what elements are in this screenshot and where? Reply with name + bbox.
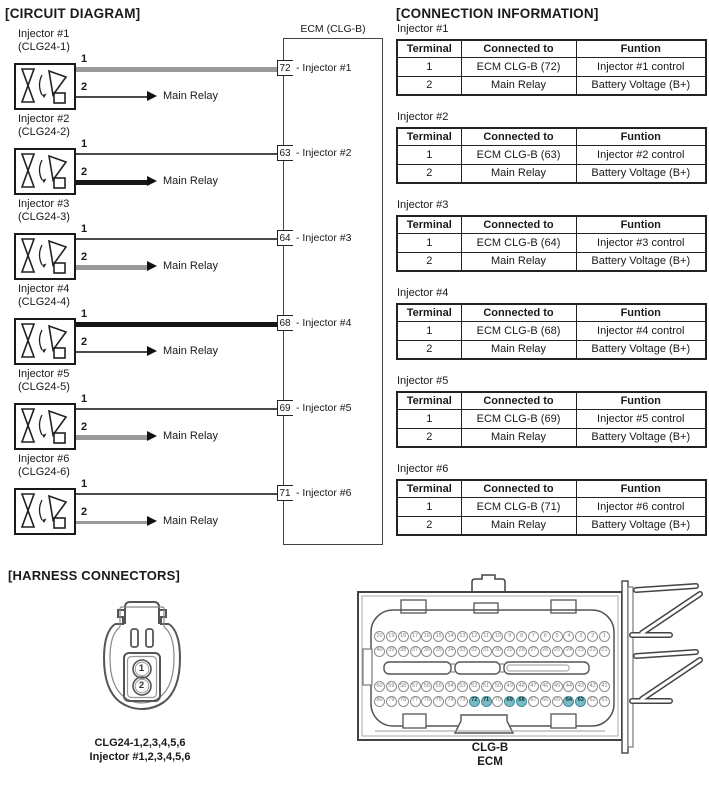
table-cell: 1 [397,409,461,428]
terminal-1-label: 1 [81,393,88,405]
ecm-pin: 36 [421,646,432,657]
wire-terminal-2 [76,180,148,185]
harness-connector-code: CLG24-1,2,3,4,5,6 [94,737,186,749]
connection-table [396,215,707,272]
ecm-pin: 8 [516,631,527,642]
wire-terminal-1 [76,153,278,155]
main-relay-arrow-icon [147,176,157,186]
ecm-pin: 23 [575,646,586,657]
column-header: Terminal [397,304,461,321]
connection-group-title: Injector #4 [397,287,449,299]
harness-connector-name: Injector #1,2,3,4,5,6 [89,751,191,763]
wire-terminal-2 [76,521,148,524]
injector-connector-label: (CLG24-2) [18,126,70,138]
terminal-1-label: 1 [81,308,88,320]
table-cell: ECM CLG-B (68) [461,321,576,340]
ecm-pin-label: - Injector #2 [296,147,352,159]
ecm-pin-entry [277,230,351,246]
ecm-pin-entry [277,485,351,501]
wire-terminal-1 [76,322,278,327]
ecm-pin-number: 68 [279,317,291,329]
ecm-pin: 75 [433,696,444,707]
connection-group [396,463,708,536]
ecm-pin-label: - Injector #5 [296,402,352,414]
wire-terminal-2 [76,351,148,353]
ecm-pin: 15 [433,631,444,642]
column-header: Connected to [461,392,576,409]
column-header: Connected to [461,40,576,57]
ecm-pin: 12 [469,631,480,642]
ecm-pin: 78 [398,696,409,707]
injector-connector-label: (CLG24-4) [18,296,70,308]
table-cell: Battery Voltage (B+) [576,516,706,535]
table-cell: ECM CLG-B (72) [461,57,576,76]
ecm-pin: 49 [504,681,515,692]
injector-symbol-icon [16,405,73,447]
connection-group-title: Injector #6 [397,463,449,475]
column-header: Terminal [397,480,461,497]
ecm-pin-entry [277,315,351,331]
wire-terminal-1 [76,493,278,495]
ecm-pin: 40 [374,646,385,657]
column-header: Funtion [576,216,706,233]
terminal-1-label: 1 [81,53,88,65]
table-cell: Main Relay [461,164,576,183]
ecm-pin: 10 [492,631,503,642]
wire-terminal-2 [76,435,148,440]
table-cell: 2 [397,340,461,359]
table-cell: 2 [397,252,461,271]
terminal-2-label: 2 [81,166,88,178]
ecm-pin: 47 [528,681,539,692]
main-relay-arrow-icon [147,91,157,101]
ecm-pin: 21 [599,646,610,657]
ecm-pin: 3 [575,631,586,642]
column-header: Terminal [397,216,461,233]
ecm-pin: 55 [433,681,444,692]
column-header: Connected to [461,480,576,497]
ecm-pin: 48 [516,681,527,692]
table-cell: Main Relay [461,516,576,535]
ecm-pin: 46 [540,681,551,692]
connection-group [396,23,708,96]
main-relay-arrow-icon [147,261,157,271]
ecm-pin: 56 [421,681,432,692]
injector-symbol-icon [16,65,73,107]
ecm-pin: 80 [374,696,385,707]
injector-symbol-box [14,233,76,280]
injector-block [0,453,282,538]
ecm-pin: 69 [504,696,515,707]
injector-symbol-box [14,148,76,195]
ecm-pin: 64 [563,696,574,707]
injector-block [0,113,282,198]
ecm-pin: 74 [445,696,456,707]
harness-pin-2: 2 [138,680,145,691]
column-header: Funtion [576,128,706,145]
ecm-pin: 29 [504,646,515,657]
ecm-pin-number: 63 [279,147,291,159]
ecm-pin: 73 [457,696,468,707]
table-cell: ECM CLG-B (69) [461,409,576,428]
ecm-connector-code: CLG-B [471,742,509,754]
table-cell: Main Relay [461,76,576,95]
ecm-pin: 71 [481,696,492,707]
ecm-pin: 37 [410,646,421,657]
table-cell: Injector #5 control [576,409,706,428]
ecm-pin: 24 [563,646,574,657]
column-header: Terminal [397,40,461,57]
ecm-pin: 60 [374,681,385,692]
ecm-pin: 54 [445,681,456,692]
ecm-pin-number: 72 [279,62,291,74]
ecm-pin: 77 [410,696,421,707]
ecm-pin-label: - Injector #6 [296,487,352,499]
ecm-pin: 30 [492,646,503,657]
table-cell: Battery Voltage (B+) [576,76,706,95]
terminal-2-label: 2 [81,336,88,348]
ecm-pin: 26 [540,646,551,657]
wire-terminal-2 [76,265,148,270]
table-cell: Injector #1 control [576,57,706,76]
injector-block [0,368,282,453]
ecm-box-label: ECM (CLG-B) [300,23,366,35]
injector-name: Injector #4 [18,283,70,295]
injector-connector-label: (CLG24-1) [18,41,70,53]
ecm-pin-bracket [277,60,293,76]
ecm-connector-name: ECM [477,756,503,768]
ecm-pin-label: - Injector #4 [296,317,352,329]
ecm-pin-number: 64 [279,232,291,244]
table-cell: ECM CLG-B (64) [461,233,576,252]
circuit-diagram [0,0,395,560]
ecm-pin: 32 [469,646,480,657]
main-relay-label: Main Relay [163,260,219,272]
ecm-pin: 16 [421,631,432,642]
column-header: Funtion [576,480,706,497]
connection-group [396,375,708,448]
connection-group-title: Injector #5 [397,375,449,387]
injector-symbol-icon [16,320,73,362]
ecm-pin: 61 [599,696,610,707]
table-cell: 2 [397,164,461,183]
injector-block [0,198,282,283]
injector-symbol-icon [16,150,73,192]
table-cell: Main Relay [461,252,576,271]
table-cell: 1 [397,145,461,164]
injector-name: Injector #3 [18,198,70,210]
table-cell: 1 [397,321,461,340]
ecm-pin: 66 [540,696,551,707]
connection-group [396,111,708,184]
ecm-pin-number: 69 [279,402,291,414]
table-cell: 1 [397,497,461,516]
main-relay-arrow-icon [147,346,157,356]
ecm-pin: 28 [516,646,527,657]
connection-group-title: Injector #1 [397,23,449,35]
ecm-pin: 1 [599,631,610,642]
ecm-pin: 17 [410,631,421,642]
ecm-pin: 72 [469,696,480,707]
terminal-2-label: 2 [81,506,88,518]
ecm-pin: 22 [587,646,598,657]
injector-symbol-icon [16,235,73,277]
ecm-pin: 27 [528,646,539,657]
ecm-pin: 57 [410,681,421,692]
wire-terminal-1 [76,67,278,72]
injector-name: Injector #2 [18,113,70,125]
ecm-pin: 39 [386,646,397,657]
connection-table [396,39,707,96]
table-cell: 1 [397,233,461,252]
terminal-1-label: 1 [81,478,88,490]
injector-symbol-icon [16,490,73,532]
ecm-pin: 44 [563,681,574,692]
injector-connector-label: (CLG24-3) [18,211,70,223]
ecm-pin-entry [277,60,351,76]
ecm-pin: 53 [457,681,468,692]
circuit-diagram-title: [CIRCUIT DIAGRAM] [5,6,141,21]
ecm-pin: 35 [433,646,444,657]
main-relay-label: Main Relay [163,430,219,442]
connection-group-title: Injector #3 [397,199,449,211]
main-relay-label: Main Relay [163,175,219,187]
injector-name: Injector #5 [18,368,70,380]
ecm-pin-bracket [277,485,293,501]
column-header: Terminal [397,128,461,145]
table-cell: Main Relay [461,340,576,359]
table-cell: Injector #3 control [576,233,706,252]
terminal-2-label: 2 [81,251,88,263]
terminal-2-label: 2 [81,81,88,93]
harness-connector-drawing [96,596,188,718]
terminal-2-label: 2 [81,421,88,433]
main-relay-arrow-icon [147,431,157,441]
ecm-pin: 2 [587,631,598,642]
main-relay-arrow-icon [147,516,157,526]
ecm-pin-bracket [277,145,293,161]
connection-table [396,303,707,360]
ecm-pin: 68 [516,696,527,707]
ecm-pin-label: - Injector #3 [296,232,352,244]
ecm-pin: 62 [587,696,598,707]
connection-information-title: [CONNECTION INFORMATION] [396,6,599,21]
ecm-pin-bracket [277,230,293,246]
ecm-pin-entry [277,145,351,161]
ecm-pin: 50 [492,681,503,692]
table-cell: ECM CLG-B (71) [461,497,576,516]
ecm-pin: 34 [445,646,456,657]
ecm-pin: 7 [528,631,539,642]
table-cell: Battery Voltage (B+) [576,340,706,359]
injector-block [0,283,282,368]
ecm-pin: 41 [599,681,610,692]
ecm-pin: 51 [481,681,492,692]
connection-info-groups [396,23,708,551]
wire-terminal-2 [76,96,148,98]
ecm-pin: 43 [575,681,586,692]
injector-symbol-box [14,488,76,535]
terminal-1-label: 1 [81,223,88,235]
table-cell: 1 [397,57,461,76]
ecm-pin: 6 [540,631,551,642]
column-header: Funtion [576,40,706,57]
table-cell: Battery Voltage (B+) [576,252,706,271]
ecm-pin: 45 [552,681,563,692]
ecm-pin-bracket [277,315,293,331]
connection-group-title: Injector #2 [397,111,449,123]
ecm-pin: 58 [398,681,409,692]
ecm-pin: 18 [398,631,409,642]
injector-name: Injector #6 [18,453,70,465]
ecm-pin: 14 [445,631,456,642]
injector-symbol-box [14,63,76,110]
connection-table [396,127,707,184]
table-cell: Injector #6 control [576,497,706,516]
table-cell: 2 [397,428,461,447]
connection-group [396,199,708,272]
ecm-pin: 5 [552,631,563,642]
column-header: Connected to [461,304,576,321]
ecm-pin: 4 [563,631,574,642]
column-header: Funtion [576,392,706,409]
ecm-pin-number: 71 [279,487,291,499]
table-cell: ECM CLG-B (63) [461,145,576,164]
injector-symbol-box [14,403,76,450]
main-relay-label: Main Relay [163,90,219,102]
table-cell: Injector #4 control [576,321,706,340]
table-cell: Injector #2 control [576,145,706,164]
ecm-pin-bracket [277,400,293,416]
wire-terminal-1 [76,408,278,410]
connection-table [396,391,707,448]
column-header: Terminal [397,392,461,409]
ecm-box [283,38,383,545]
harness-connectors-title: [HARNESS CONNECTORS] [8,568,181,583]
ecm-pin: 42 [587,681,598,692]
ecm-pin: 38 [398,646,409,657]
injector-connector-label: (CLG24-6) [18,466,70,478]
table-cell: 2 [397,76,461,95]
ecm-pin-entry [277,400,351,416]
ecm-pin-label: - Injector #1 [296,62,352,74]
ecm-pin: 31 [481,646,492,657]
ecm-pin: 63 [575,696,586,707]
ecm-pin: 59 [386,681,397,692]
ecm-pin: 76 [421,696,432,707]
ecm-pin: 9 [504,631,515,642]
terminal-1-label: 1 [81,138,88,150]
harness-pin-1: 1 [138,663,145,674]
ecm-pin: 20 [374,631,385,642]
column-header: Connected to [461,128,576,145]
ecm-pin: 25 [552,646,563,657]
ecm-pin: 67 [528,696,539,707]
wire-terminal-1 [76,238,278,240]
table-cell: Battery Voltage (B+) [576,428,706,447]
column-header: Funtion [576,304,706,321]
injector-connector-label: (CLG24-5) [18,381,70,393]
main-relay-label: Main Relay [163,515,219,527]
table-cell: 2 [397,516,461,535]
table-cell: Main Relay [461,428,576,447]
main-relay-label: Main Relay [163,345,219,357]
ecm-pin: 13 [457,631,468,642]
column-header: Connected to [461,216,576,233]
ecm-pin: 70 [492,696,503,707]
ecm-pin: 11 [481,631,492,642]
injector-block [0,28,282,113]
ecm-pin: 79 [386,696,397,707]
ecm-pin: 19 [386,631,397,642]
table-cell: Battery Voltage (B+) [576,164,706,183]
injector-name: Injector #1 [18,28,70,40]
ecm-pin: 65 [552,696,563,707]
connection-group [396,287,708,360]
ecm-pin: 33 [457,646,468,657]
ecm-pin: 52 [469,681,480,692]
connection-table [396,479,707,536]
injector-symbol-box [14,318,76,365]
ecm-pin-field [374,631,612,709]
